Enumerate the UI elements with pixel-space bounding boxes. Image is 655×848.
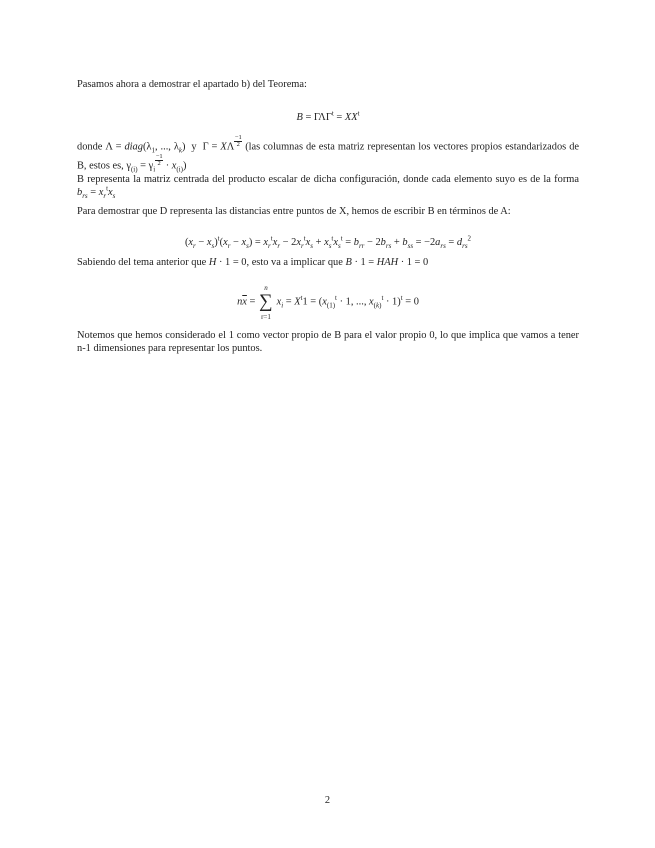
paragraph-previous-topic-text: , esto va a implicar que: [246, 257, 343, 268]
paragraph-distances: Para demostrar que D representa las distancias entre puntos de X, hemos de escribir B en términos de A:: [77, 206, 511, 217]
paragraph-previous-topic-lead: Sabiendo del tema anterior que: [77, 257, 207, 268]
paragraph-previous-topic: Sabiendo del tema anterior que H · 1 = 0, esto va a implicar que B · 1 = HAH · 1 = 0: [77, 257, 429, 268]
paragraph-definitions-text: (las columnas de esta matriz representan los vectores propios estandarizados de B, estos es,: [77, 141, 580, 172]
paragraph-definitions: donde $\Lambda = diag(\lambda_1$, ..., $\lambda_k$) y Γ = XΛ $\frac{-1}{2}$ (las columnas de esta matriz representan los vectores propios estandarizados de B, estos es, $\gamma_{(i)} = \gamma_i$ $\frac{-1}{2}$ · $x_{(i)}$): [77, 134, 580, 174]
page-number: 2: [324, 795, 331, 806]
paragraph-intro: Pasamos ahora a demostrar el apartado b) del Teorema:: [77, 79, 307, 90]
paragraph-definitions-lead: donde: [77, 141, 103, 153]
paragraph-centered-matrix: B representa la matriz centrada del producto escalar de dicha configuración, donde cada elemento suyo es de la forma $b_{rs} = x_r^tx_s$: [77, 174, 579, 201]
equation-centroid-sum: $n\overline{x}$ = n ∑ r=1 $x_i = X^t1 = (x_{(1)}^t \cdot 1$, ..., $x_{(k)}^t \cdot 1)^t = 0$: [237, 284, 419, 321]
paragraph-conclusion: Notemos que hemos considerado el 1 como vector propio de B para el valor propio 0, lo que implica que vamos a tener n-1 dimensiones para representar los puntos.: [77, 330, 579, 355]
equation-distance-expansion: $(x_r - x_s)^t(x_r - x_s) = x_r^tx_r - 2x_r^tx_s + x_s^tx_s^t = b_{rr} - 2b_{rs} + b_{ss} = -2a_{rs} = d_{rs}^2$: [184, 234, 472, 251]
paragraph-centered-matrix-text: B representa la matriz centrada del producto escalar de dicha configuración, donde cada elemento suyo es de la forma: [77, 174, 579, 185]
equation-b-decomposition: $B = \Gamma\Lambda\Gamma^t = XX^t$: [296, 109, 360, 123]
